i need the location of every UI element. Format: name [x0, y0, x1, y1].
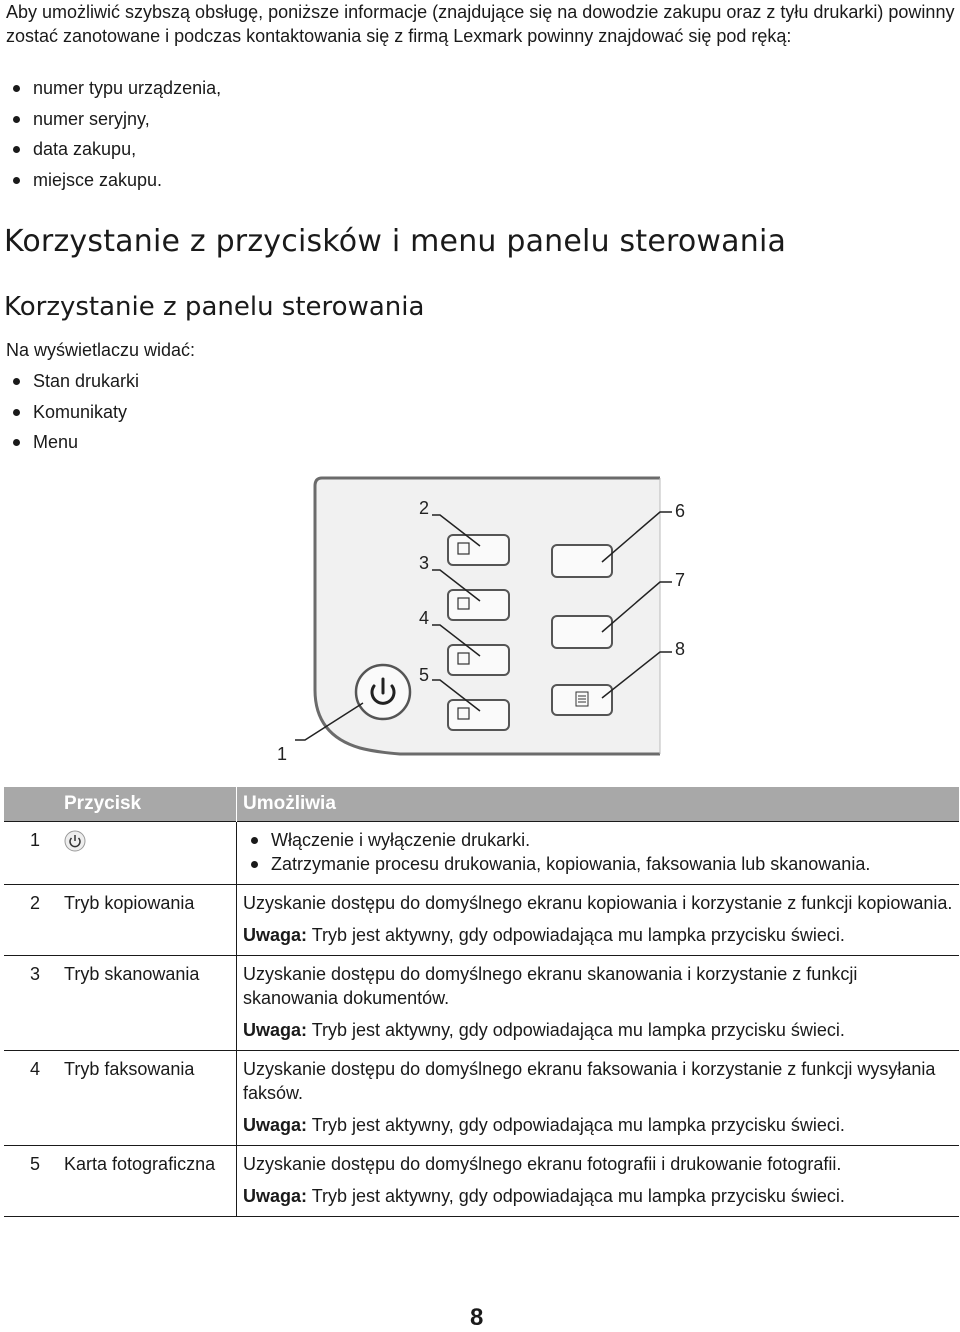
row-number: 1 — [30, 830, 41, 850]
button-name: Tryb faksowania — [64, 1051, 237, 1146]
function-text: Uzyskanie dostępu do domyślnego ekranu fotografii i drukowanie fotografii. — [243, 1154, 842, 1174]
list-item: miejsce zakupu. — [8, 165, 221, 196]
row-number: 4 — [30, 1059, 41, 1079]
list-item: numer typu urządzenia, — [8, 73, 221, 104]
list-item: Włączenie i wyłączenie drukarki. — [243, 828, 953, 852]
list-item: Komunikaty — [8, 397, 139, 428]
button-name: Karta fotograficzna — [64, 1146, 237, 1217]
table-row — [4, 956, 959, 1051]
list-item: data zakupu, — [8, 134, 221, 165]
note-label: Uwaga: — [243, 1020, 308, 1040]
button-functions-table — [4, 787, 959, 1217]
header-function: Umożliwia — [237, 787, 960, 822]
photo-card-button — [448, 700, 509, 730]
display-lead: Na wyświetlaczu widać: — [6, 340, 196, 360]
intro-paragraph: Aby umożliwić szybszą obsługę, poniższe informacje (znajdujące się na dowodzie zakupu oraz z tyłu drukarki) powinny zostać zanotowane i podczas kontaktowania się z firmą Lexmark powinny znajdować się pod ręką: — [6, 2, 955, 46]
row-number: 2 — [30, 893, 41, 913]
row-number: 5 — [30, 1154, 41, 1174]
list-item: numer seryjny, — [8, 104, 221, 135]
function-text: Uzyskanie dostępu do domyślnego ekranu skanowania i korzystanie z funkcji skanowania dokumentów. — [243, 964, 858, 1008]
copy-mode-button — [448, 535, 509, 565]
power-icon — [64, 830, 86, 852]
note-text: Tryb jest aktywny, gdy odpowiadająca mu lampka przycisku świeci. — [311, 925, 845, 945]
header-button: Przycisk — [64, 787, 237, 822]
table-row — [4, 822, 959, 885]
callout-7: 7 — [675, 570, 686, 590]
table-row — [4, 885, 959, 956]
function-text: Uzyskanie dostępu do domyślnego ekranu kopiowania i korzystanie z funkcji kopiowania. — [243, 893, 953, 913]
callout-8: 8 — [675, 639, 686, 659]
power-button — [356, 665, 410, 719]
table-header-row — [4, 787, 959, 822]
callout-2: 2 — [419, 498, 430, 518]
page-number: 8 — [470, 1304, 484, 1331]
callout-6: 6 — [675, 501, 686, 521]
note-text: Tryb jest aktywny, gdy odpowiadająca mu lampka przycisku świeci. — [311, 1115, 845, 1135]
note-label: Uwaga: — [243, 925, 308, 945]
callout-5: 5 — [419, 665, 430, 685]
table-row — [4, 1146, 959, 1217]
table-row — [4, 1051, 959, 1146]
button-name: Tryb skanowania — [64, 956, 237, 1051]
menu-button — [552, 685, 612, 715]
fax-mode-button — [448, 645, 509, 675]
note-text: Tryb jest aktywny, gdy odpowiadająca mu lampka przycisku świeci. — [311, 1020, 845, 1040]
callout-3: 3 — [419, 553, 430, 573]
note-label: Uwaga: — [243, 1186, 308, 1206]
row-number: 3 — [30, 964, 41, 984]
subsection-heading: Korzystanie z panelu sterowania — [4, 292, 425, 322]
callout-4: 4 — [419, 608, 430, 628]
button-name: Tryb kopiowania — [64, 885, 237, 956]
note-label: Uwaga: — [243, 1115, 308, 1135]
list-item: Stan drukarki — [8, 366, 139, 397]
list-item: Zatrzymanie procesu drukowania, kopiowania, faksowania lub skanowania. — [243, 852, 953, 876]
list-item: Menu — [8, 427, 139, 458]
scan-mode-button — [448, 590, 509, 620]
section-heading: Korzystanie z przycisków i menu panelu sterowania — [4, 224, 787, 259]
callout-1: 1 — [277, 744, 288, 764]
function-text: Uzyskanie dostępu do domyślnego ekranu faksowania i korzystanie z funkcji wysyłania faksów. — [243, 1059, 936, 1103]
note-text: Tryb jest aktywny, gdy odpowiadająca mu lampka przycisku świeci. — [311, 1186, 845, 1206]
